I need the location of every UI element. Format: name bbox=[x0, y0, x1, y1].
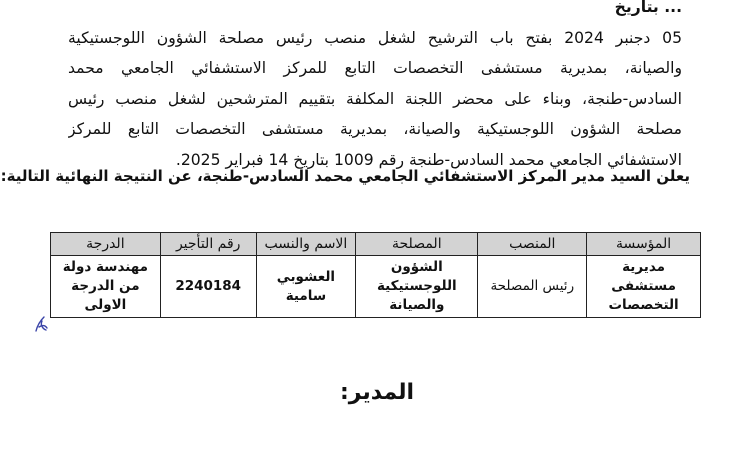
decision-paragraph bbox=[68, 0, 682, 175]
cell-grade: مهندسة دولة من الدرجة الاولى bbox=[51, 256, 161, 318]
cell-department: الشؤون اللوجستيكية والصيانة bbox=[356, 256, 478, 318]
table-row bbox=[51, 256, 701, 318]
paragraph-line: ... بتاريخ bbox=[614, 0, 682, 16]
header-payroll-number: رقم التأجير bbox=[160, 233, 256, 256]
header-position: المنصب bbox=[478, 233, 587, 256]
header-full-name: الاسم والنسب bbox=[256, 233, 356, 256]
paragraph-line: والصيانة، بمديرية مستشفى التخصصات التابع للمركز الاستشفائي الجامعي محمد bbox=[68, 59, 682, 77]
header-department: المصلحة bbox=[356, 233, 478, 256]
initials-mark-icon bbox=[30, 313, 52, 335]
table-header-row bbox=[51, 233, 701, 256]
cell-full-name: العشوبي سامية bbox=[256, 256, 356, 318]
header-grade: الدرجة bbox=[51, 233, 161, 256]
announcement-heading: يعلن السيد مدير المركز الاستشفائي الجامعي محمد السادس-طنجة، عن النتيجة النهائية التالية: bbox=[0, 167, 690, 185]
cell-payroll-number: 2240184 bbox=[160, 256, 256, 318]
cell-position: رئيس المصلحة bbox=[478, 256, 587, 318]
paragraph-line: مصلحة الشؤون اللوجستيكية والصيانة، بمديرية مستشفى التخصصات التابع للمركز bbox=[68, 120, 682, 138]
header-institution: المؤسسة bbox=[587, 233, 701, 256]
director-signature-title: المدير: bbox=[340, 380, 415, 405]
paragraph-line: 05 دجنبر 2024 بفتح باب الترشيح لشغل منصب رئيس مصلحة الشؤون اللوجستيكية bbox=[68, 28, 682, 47]
paragraph-line: السادس-طنجة، وبناء على محضر اللجنة المكلفة بتقييم المترشحين لشغل منصب رئيس bbox=[68, 89, 682, 108]
results-table bbox=[50, 232, 701, 318]
cell-institution: مديرية مستشفى التخصصات bbox=[587, 256, 701, 318]
paragraph-line: الاستشفائي الجامعي محمد السادس-طنجة رقم 1009 بتاريخ 14 فبراير 2025. bbox=[175, 150, 682, 169]
